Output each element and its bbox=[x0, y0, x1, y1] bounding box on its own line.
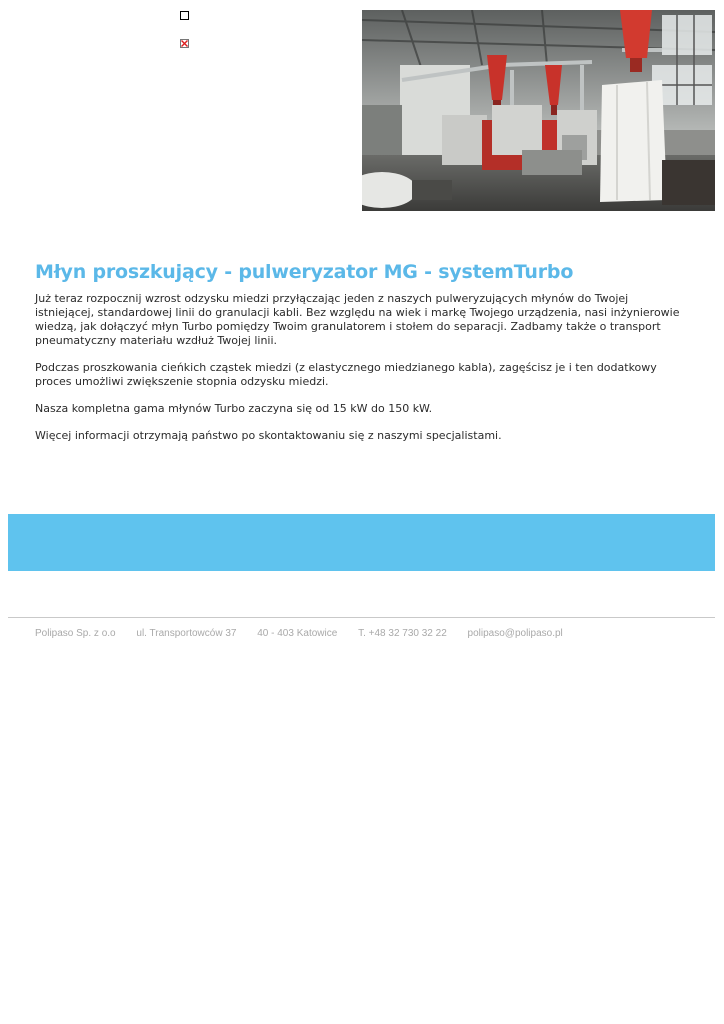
content bbox=[35, 292, 685, 456]
page-title: Młyn proszkujący - pulweryzator MG - systemTurbo bbox=[35, 261, 574, 283]
footer-phone[interactable]: T. +48 32 730 32 22 bbox=[358, 628, 447, 639]
factory-machines-illustration bbox=[362, 10, 715, 211]
footer-divider bbox=[8, 617, 715, 618]
footer-street: ul. Transportowców 37 bbox=[136, 628, 237, 639]
footer-company: Polipaso Sp. z o.o bbox=[35, 628, 116, 639]
broken-image-icon bbox=[180, 39, 189, 48]
paragraph: Nasza kompletna gama młynów Turbo zaczyna się od 15 kW do 150 kW. bbox=[35, 402, 433, 415]
blue-banner bbox=[8, 514, 715, 571]
footer bbox=[35, 628, 581, 640]
footer-city: 40 - 403 Katowice bbox=[257, 628, 338, 639]
footer-email[interactable]: polipaso@polipaso.pl bbox=[467, 628, 563, 639]
empty-checkbox-icon bbox=[180, 11, 189, 20]
paragraph: Podczas proszkowania cieńkich cząstek miedzi (z elastycznego miedzianego kabla), zagęścisz je i ten dodatkowy proces umożliwi zwiększenie stopnia odzysku miedzi. bbox=[35, 361, 657, 388]
paragraph: Już teraz rozpocznij wzrost odzysku miedzi przyłączając jeden z naszych pulweryzujących młynów do Twojej istniejącej, standardowej linii do granulacji kabli. Bez względu na wiek i markę Twojego urządzenia, nasi inżynierowie wiedzą, jak dołączyć młyn Turbo pomiędzy Twoim granulatorem i stołem do separacji. Zadbamy także o transport pneumatyczny materiału wzdłuż Twojej linii. bbox=[35, 292, 680, 347]
paragraph: Więcej informacji otrzymają państwo po skontaktowaniu się z naszymi specjalistami. bbox=[35, 429, 502, 442]
product-photo bbox=[362, 10, 715, 211]
